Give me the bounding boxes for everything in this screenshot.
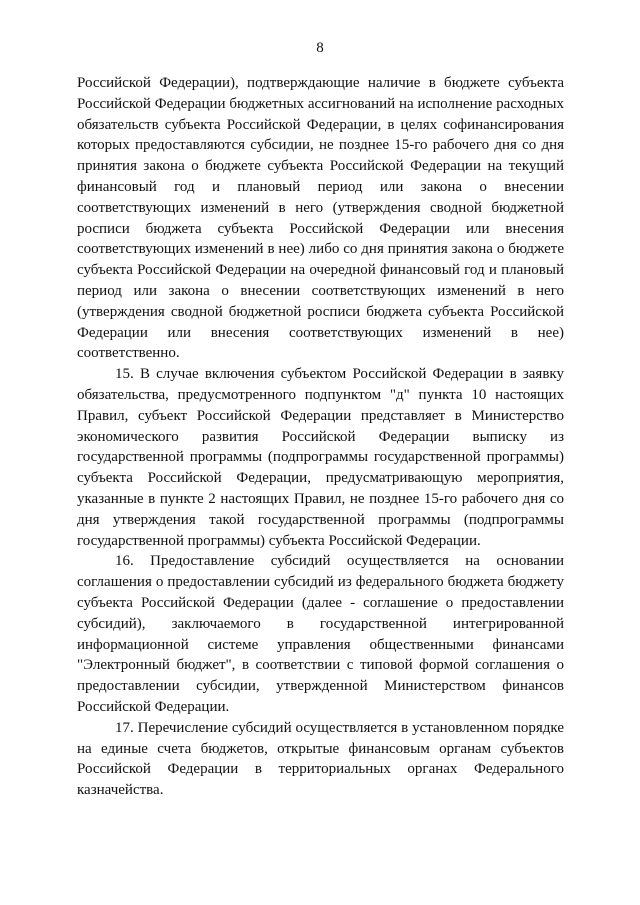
document-body xyxy=(77,73,564,801)
paragraph-item-15: 15. В случае включения субъектом Российской Федерации в заявку обязательства, предусмотренного подпунктом "д" пункта 10 настоящих Правил, субъект Российской Федерации представляет в Министерство экономического развития Российской Федерации выписку из государственной программы (подпрограммы государственной программы) субъекта Российской Федерации, предусматривающую мероприятия, указанные в пункте 2 настоящих Правил, не позднее 15-го рабочего дня со дня утверждения такой государственной программы (подпрограммы государственной программы) субъекта Российской Федерации. xyxy=(77,366,564,549)
paragraph-item-16: 16. Предоставление субсидий осуществляется на основании соглашения о предоставлении субсидий из федерального бюджета бюджету субъекта Российской Федерации (далее - соглашение о предоставлении субсидий), заключаемого в государственной интегрированной информационной системе управления общественными финансами "Электронный бюджет", в соответствии с типовой формой соглашения о предоставлении субсидии, утвержденной Министерством финансов Российской Федерации. xyxy=(77,553,564,715)
paragraph-continuation: Российской Федерации), подтверждающие наличие в бюджете субъекта Российской Федерации бюджетных ассигнований на исполнение расходных обязательств субъекта Российской Федерации, в целях софинансирования которых предоставляются субсидии, не позднее 15-го рабочего дня со дня принятия закона о бюджете субъекта Российской Федерации на текущий финансовый год и плановый период или закона о внесении соответствующих изменений в него (утверждения сводной бюджетной росписи бюджета субъекта Российской Федерации или внесения соответствующих изменений в нее) либо со дня принятия закона о бюджете субъекта Российской Федерации на очередной финансовый год и плановый период или закона о внесении соответствующих изменений в него (утверждения сводной бюджетной росписи бюджета субъекта Российской Федерации или внесения соответствующих изменений в нее) соответственно. xyxy=(77,75,564,362)
page-number: 8 xyxy=(316,40,324,56)
paragraph-item-17: 17. Перечисление субсидий осуществляется в установленном порядке на единые счета бюджетов, открытые финансовым органам субъектов Российской Федерации в территориальных органах Федерального казначейства. xyxy=(77,719,564,799)
